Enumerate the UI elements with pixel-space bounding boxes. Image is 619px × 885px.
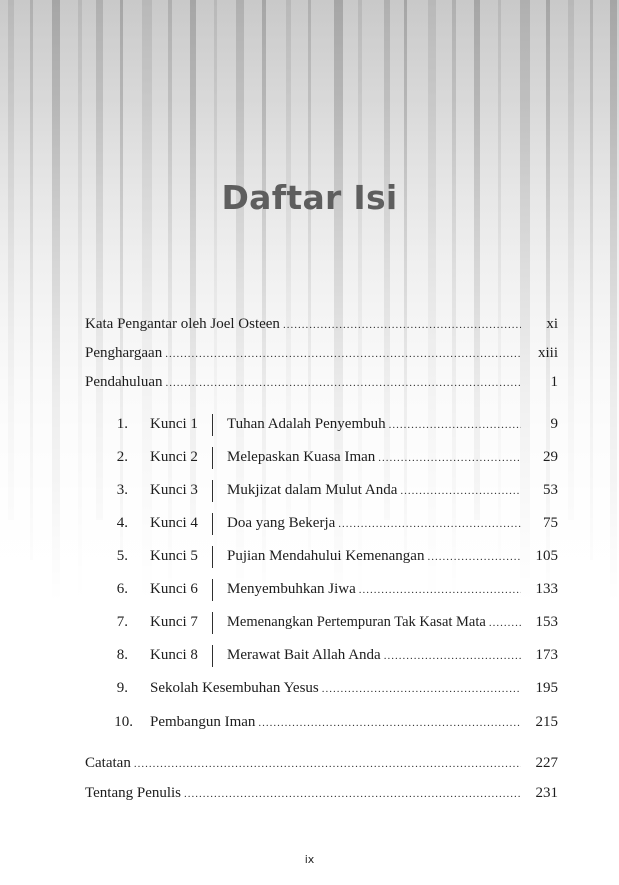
toc-entry-label: Penghargaan (85, 345, 163, 361)
chapter-divider (212, 480, 213, 502)
toc-entry-page: xi (546, 316, 558, 332)
dot-leader (134, 758, 521, 770)
toc-entry[interactable] (85, 374, 558, 391)
toc-entry-label: Merawat Bait Allah Anda (227, 647, 381, 663)
toc-entry[interactable] (227, 449, 558, 466)
toc-entry-label: Pujian Mendahului Kemenangan (227, 548, 425, 564)
toc-entry[interactable] (85, 755, 558, 772)
chapter-number: 10. (114, 714, 133, 730)
toc-entry-page: xiii (537, 345, 558, 361)
toc-entry[interactable] (85, 345, 558, 362)
chapter-number: 2. (116, 449, 128, 465)
chapter-key: Kunci 8 (150, 647, 198, 663)
toc-entry-label: Kata Pengantar oleh Joel Osteen (85, 316, 280, 332)
chapter-number: 7. (116, 614, 128, 630)
toc-entry-page: 53 (543, 482, 558, 498)
chapter-key: Kunci 1 (150, 416, 198, 432)
toc-entry-page: 195 (535, 680, 558, 696)
chapter-number: 3. (116, 482, 128, 498)
toc-entry[interactable] (150, 714, 558, 731)
toc-entry-page: 227 (535, 755, 558, 771)
toc-entry[interactable] (227, 515, 558, 532)
chapter-divider (212, 579, 213, 601)
chapter-key: Kunci 3 (150, 482, 198, 498)
toc-entry-page: 231 (535, 785, 558, 801)
toc-entry-page: 29 (543, 449, 558, 465)
chapter-divider (212, 546, 213, 568)
dot-leader (400, 485, 521, 497)
toc-entry[interactable] (227, 482, 558, 499)
chapter-number: 9. (116, 680, 128, 696)
toc-entry[interactable] (227, 581, 558, 598)
dot-leader (338, 518, 521, 530)
toc-entry-label: Menyembuhkan Jiwa (227, 581, 356, 597)
toc-entry-page: 215 (535, 714, 558, 730)
toc-entry[interactable] (150, 680, 558, 697)
dot-leader (359, 584, 521, 596)
toc-entry-page: 9 (550, 416, 558, 432)
dot-leader (489, 617, 521, 629)
toc-entry-label: Mukjizat dalam Mulut Anda (227, 482, 398, 498)
toc-entry-label: Catatan (85, 755, 131, 771)
dot-leader (258, 717, 521, 729)
toc-entry-label: Pembangun Iman (150, 714, 256, 730)
toc-entry-label: Tentang Penulis (85, 785, 182, 801)
chapter-key: Kunci 7 (150, 614, 198, 630)
chapter-divider (212, 645, 213, 667)
toc-entry-page: 105 (535, 548, 558, 564)
chapter-number: 5. (116, 548, 128, 564)
dot-leader (322, 683, 521, 695)
dot-leader (165, 348, 521, 360)
toc-entry[interactable] (227, 416, 558, 433)
toc-entry[interactable] (227, 548, 558, 565)
toc-entry-page: 173 (535, 647, 558, 663)
chapter-number: 6. (116, 581, 128, 597)
page-number: ix (304, 853, 315, 866)
toc-entry[interactable] (85, 785, 558, 802)
toc-entry-page: 153 (535, 614, 558, 630)
toc-entry-label: Melepaskan Kuasa Iman (227, 449, 376, 465)
chapter-number: 1. (116, 416, 128, 432)
toc-entry[interactable] (85, 316, 558, 333)
dot-leader (184, 788, 521, 800)
toc-entry-page: 133 (535, 581, 558, 597)
toc-entry-label: Pendahuluan (85, 374, 163, 390)
chapter-key: Kunci 2 (150, 449, 198, 465)
toc-entry-label: Memenangkan Pertempuran Tak Kasat Mata (227, 614, 486, 630)
dot-leader (389, 419, 521, 431)
dot-leader (384, 650, 521, 662)
toc-entry-page: 1 (550, 374, 558, 390)
dot-leader (378, 452, 521, 464)
toc-entry-label: Sekolah Kesembuhan Yesus (150, 680, 319, 696)
toc-entry-label: Tuhan Adalah Penyembuh (227, 416, 386, 432)
page-title: Daftar Isi (221, 178, 398, 217)
chapter-divider (212, 513, 213, 535)
chapter-divider (212, 447, 213, 469)
toc-entry[interactable] (227, 647, 558, 664)
chapter-key: Kunci 5 (150, 548, 198, 564)
chapter-key: Kunci 6 (150, 581, 198, 597)
toc-entry-label: Doa yang Bekerja (227, 515, 336, 531)
dot-leader (165, 377, 521, 389)
chapter-divider (212, 612, 213, 634)
chapter-number: 4. (116, 515, 128, 531)
toc-entry[interactable] (227, 614, 558, 631)
chapter-divider (212, 414, 213, 436)
chapter-key: Kunci 4 (150, 515, 198, 531)
toc-entry-page: 75 (543, 515, 558, 531)
chapter-number: 8. (116, 647, 128, 663)
dot-leader (283, 319, 521, 331)
dot-leader (427, 551, 521, 563)
